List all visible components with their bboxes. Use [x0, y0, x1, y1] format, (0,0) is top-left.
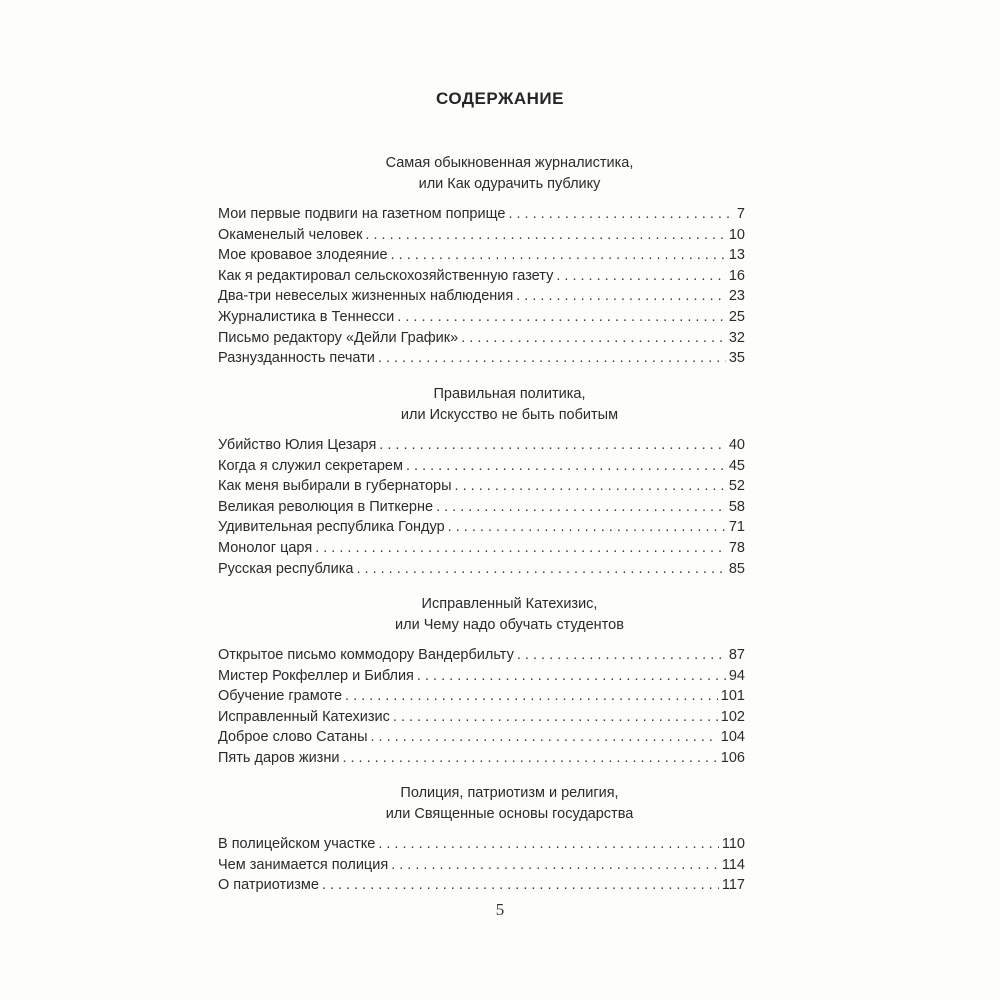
toc-entry-title: Доброе слово Сатаны: [218, 729, 368, 746]
dot-leader: [508, 204, 733, 225]
toc-entry-title: Когда я служил секретарем: [218, 457, 403, 474]
toc-entry-page: 101: [720, 688, 745, 705]
dot-leader: [356, 559, 725, 580]
toc-entry-page: 110: [721, 836, 745, 852]
toc-entry: [218, 286, 745, 307]
dot-leader: [391, 245, 726, 266]
dot-leader: [345, 686, 718, 707]
dot-leader: [556, 266, 726, 287]
toc-entry-page: 94: [728, 667, 745, 684]
toc-entry: [218, 204, 745, 225]
dot-leader: [461, 328, 726, 349]
toc-entry-title: В полицейском участке: [218, 836, 376, 852]
toc-entry: [218, 435, 745, 456]
toc-entry-title: Монолог царя: [218, 539, 313, 556]
toc-list: [218, 435, 745, 579]
dot-leader: [448, 517, 726, 538]
toc-entry-title: Мои первые подвиги на газетном поприще: [218, 206, 506, 222]
toc-entry-title: Обучение грамоте: [218, 688, 343, 705]
dot-leader: [342, 748, 717, 769]
dot-leader: [379, 435, 726, 456]
toc-section: [218, 594, 745, 769]
toc-section: [218, 783, 745, 896]
section-heading: [246, 783, 773, 825]
toc-entry: [218, 559, 745, 580]
toc-entry-page: 106: [720, 749, 745, 766]
toc-entry: [218, 666, 745, 687]
toc-entry-page: 114: [721, 856, 745, 873]
section-heading-line: или Священные основы государства: [385, 806, 634, 822]
toc-entry-page: 10: [728, 226, 745, 243]
toc-entry-page: 16: [728, 267, 745, 284]
dot-leader: [391, 855, 719, 876]
toc-entry-page: 102: [720, 708, 745, 725]
toc-entry: [218, 328, 745, 349]
toc-entry-title: Русская республика: [218, 560, 354, 577]
toc-entry-page: 32: [728, 329, 745, 346]
toc-entry-title: Журналистика в Теннесси: [218, 308, 395, 325]
section-heading: [246, 594, 773, 636]
toc-entry-title: Удивительная республика Гондур: [218, 519, 445, 536]
toc-entry-page: 104: [720, 729, 745, 746]
toc-entry: [218, 497, 745, 518]
toc-entry: [218, 834, 745, 855]
toc-section: [218, 384, 745, 579]
toc-list: [218, 204, 745, 369]
toc-entry: [218, 727, 745, 748]
toc-entry-title: Мое кровавое злодеяние: [218, 247, 388, 264]
toc-entry-page: 25: [728, 308, 745, 325]
toc-entry-page: 23: [728, 288, 745, 305]
toc-entry-title: Исправленный Катехизис: [218, 708, 390, 725]
toc-entry-page: 117: [721, 877, 745, 894]
dot-leader: [365, 225, 725, 246]
section-heading: [246, 153, 773, 195]
toc-entry-page: 40: [728, 437, 745, 453]
dot-leader: [315, 538, 726, 559]
page-number: 5: [495, 900, 505, 919]
toc-entry-page: 52: [728, 478, 745, 495]
toc-entry-page: 58: [728, 498, 745, 515]
toc-entry-title: Письмо редактору «Дейли График»: [218, 329, 459, 346]
page-title: СОДЕРЖАНИЕ: [436, 89, 564, 108]
toc-entry-title: Пять даров жизни: [218, 749, 340, 766]
section-heading-line: Полиция, патриотизм и религия,: [400, 785, 619, 801]
toc-entry-title: Чем занимается полиция: [218, 856, 389, 873]
toc-entry: [218, 517, 745, 538]
toc-section: [218, 153, 745, 369]
dot-leader: [406, 456, 726, 477]
toc-list: [218, 834, 745, 896]
toc-entry: [218, 225, 745, 246]
toc-entry: [218, 266, 745, 287]
toc-entry: [218, 245, 745, 266]
toc-entry-title: Окаменелый человек: [218, 226, 363, 243]
toc-entry: [218, 307, 745, 328]
dot-leader: [378, 348, 726, 369]
dot-leader: [516, 286, 726, 307]
toc-entry-page: 45: [728, 457, 745, 474]
toc-entry-page: 13: [728, 247, 745, 264]
dot-leader: [436, 497, 726, 518]
dot-leader: [417, 666, 726, 687]
dot-leader: [517, 645, 726, 666]
section-heading: [246, 384, 773, 426]
toc-entry-page: 85: [728, 560, 745, 577]
toc-entry-page: 78: [728, 539, 745, 556]
toc-entry-title: Как я редактировал сельскохозяйственную газету: [218, 267, 554, 284]
toc-entry: [218, 707, 745, 728]
toc-entry-title: Открытое письмо коммодору Вандербильту: [218, 647, 514, 663]
section-heading-line: или Как одурачить публику: [418, 176, 601, 192]
toc-entry: [218, 476, 745, 497]
dot-leader: [378, 834, 719, 855]
toc-entry-title: Мистер Рокфеллер и Библия: [218, 667, 414, 684]
toc-entry: [218, 348, 745, 369]
toc-entry: [218, 456, 745, 477]
toc-entry-title: Убийство Юлия Цезаря: [218, 437, 377, 453]
dot-leader: [371, 727, 718, 748]
toc-entry: [218, 645, 745, 666]
dot-leader: [397, 307, 726, 328]
toc-entry-title: Как меня выбирали в губернаторы: [218, 478, 452, 495]
section-heading-line: Самая обыкновенная журналистика,: [385, 155, 634, 171]
toc-entry: [218, 855, 745, 876]
toc-list: [218, 645, 745, 769]
section-heading-line: Исправленный Катехизис,: [421, 596, 598, 612]
section-heading-line: или Чему надо обучать студентов: [395, 617, 624, 633]
toc-entry-title: Великая революция в Питкерне: [218, 498, 434, 515]
toc-entry: [218, 875, 745, 896]
section-heading-line: Правильная политика,: [433, 386, 586, 402]
dot-leader: [393, 707, 718, 728]
toc-entry-page: 71: [728, 519, 745, 536]
toc-entry: [218, 748, 745, 769]
toc-entry: [218, 686, 745, 707]
toc-entry: [218, 538, 745, 559]
toc-entry-page: 7: [736, 206, 745, 222]
toc-entry-title: О патриотизме: [218, 877, 319, 894]
dot-leader: [455, 476, 726, 497]
toc-entry-title: Два-три невеселых жизненных наблюдения: [218, 288, 514, 305]
section-heading-line: или Искусство не быть побитым: [400, 407, 619, 423]
toc-entry-page: 87: [728, 647, 745, 663]
toc-entry-page: 35: [728, 350, 745, 367]
dot-leader: [322, 875, 719, 896]
toc-entry-title: Разнузданность печати: [218, 350, 375, 367]
